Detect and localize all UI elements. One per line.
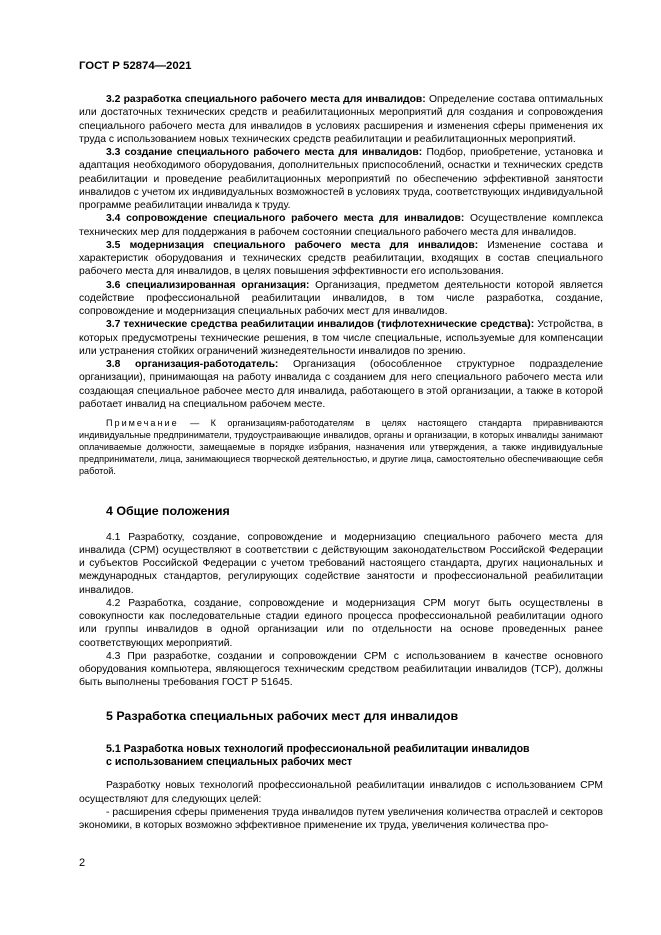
definition-term: 3.2 разработка специального рабочего места для инвалидов: [106, 94, 426, 105]
definition-term: 3.3 создание специального рабочего места для инвалидов: [106, 147, 423, 158]
section-5-title: 5 Разработка специальных рабочих мест для инвалидов [106, 708, 459, 723]
definition-term: 3.8 организация-работодатель: [106, 359, 279, 370]
definition-text: Устройства, в которых предусмотрены технические решения, в том числе специальные, используемые для компенсации или устранения стойких ограничений жизнедеятельности инвалидов по зрению. [79, 319, 603, 357]
paragraph-4-2: 4.2 Разработка, создание, сопровождение и модернизация СРМ могут быть осуществлены в совокупности как последовательные стадии единого процесса профессиональной реабилитации одного или группы инвалидов в одной организации или по отдельности на основе проведенных ранее соответствующих мероприятий. [79, 597, 603, 649]
definition-text: Осуществление комплекса технических мер для поддержания в рабочем состоянии специального рабочего места для инвалидов. [79, 213, 603, 238]
note-label: Примечание [106, 418, 179, 428]
definition-3-5 [79, 239, 603, 279]
document-header: ГОСТ Р 52874—2021 [79, 60, 192, 72]
subsection-title-line2: с использованием специальных рабочих мест [106, 756, 353, 769]
definition-3-3 [79, 146, 603, 212]
definition-text: Подбор, приобретение, установка и адаптация необходимого оборудования, дополнительных приспособлений, оснастки и технических средств реабилитации и проведение реабилитационных мероприятий по обеспечению эффективной занятости инвалидов с учетом их индивидуальных возможностей в условиях труда, соответствующих индивидуальной программе реабилитации инвалида к труду. [79, 147, 603, 211]
definition-text: Определение состава оптимальных или достаточных технических средств и реабилитационных мероприятий для создания и сопровождения специального рабочего места для инвалидов в условиях расширения и изменения сферы применения их труда с использованием новых технических средств реабилитации и реабилитационных мероприятий. [79, 94, 604, 145]
definition-3-6 [79, 279, 603, 319]
note-text: — К организациям-работодателям в целях настоящего стандарта приравниваются индивидуальные предприниматели, трудоустраивающие инвалидов, органы и организации, в которых инвалиды занимают оплачиваемые должности, замещаемые в порядке избрания, назначения или утверждения, а также индивидуальные предприниматели, лица, занимающиеся творческой деятельностью, и другие лица, самостоятельно обеспечивающие себя работой. [79, 418, 603, 477]
page-number: 2 [79, 857, 86, 869]
definition-text: Изменение состава и характеристик оборудования и технических средств реабилитации, входящих в состав специального рабочего места для инвалидов, в целях повышения эффективности его использования. [79, 239, 603, 278]
paragraph-4-3: 4.3 При разработке, создании и сопровождении СРМ с использованием в качестве основного оборудования компьютера, являющегося техническим средством реабилитации инвалидов (ТСР), должны быть выполнены требования ГОСТ Р 51645. [79, 650, 603, 689]
definition-term: 3.4 сопровождение специального рабочего места для инвалидов: [106, 213, 465, 225]
paragraph-5-1-item: - расширения сферы применения труда инвалидов путем увеличения количества отраслей и секторов экономики, в которых возможно эффективное применение их труда, увеличения количества про- [79, 806, 603, 832]
subsection-5-1-title [79, 743, 603, 770]
definition-text: Организация, предметом деятельности которой является содействие профессиональной реабилитации инвалидов, в том числе разработка, создание, сопровождение и модернизация специальных рабочих мест для инвалидов. [79, 279, 604, 317]
definition-3-2 [79, 93, 603, 146]
subsection-title-line1: 5.1 Разработка новых технологий профессиональной реабилитации инвалидов [106, 742, 530, 755]
definition-text: Организация (обособленное структурное подразделение организации), принимающая на работу инвалида с созданием для него специального рабочего места или создающая специальное рабочее место для инвалида, работающего в этой организации, а также в которой работает инвалид на специальном рабочем месте. [79, 359, 603, 410]
definition-3-8 [79, 358, 603, 411]
paragraph-4-1: 4.1 Разработку, создание, сопровождение и модернизацию специального рабочего места для инвалида (СРМ) осуществляют в соответствии с действующим законодательством Российской Федерации и субъектов Российской Федерации с учетом требований настоящего стандарта, других национальных и международных стандартов, регулирующих содействие занятости и профессиональной реабилитации инвалидов. [79, 531, 603, 596]
section-4-title: 4 Общие положения [106, 504, 230, 519]
definition-3-7 [79, 318, 603, 358]
definition-term: 3.6 специализированная организация: [106, 279, 310, 291]
page-content [79, 93, 603, 832]
note [79, 417, 603, 477]
paragraph-5-1-intro: Разработку новых технологий профессиональной реабилитации инвалидов с использованием СРМ осуществляют для следующих целей: [79, 780, 603, 805]
definition-term: 3.5 модернизация специального рабочего места для инвалидов: [106, 239, 479, 251]
definition-term: 3.7 технические средства реабилитации инвалидов (тифлотехнические средства): [106, 319, 535, 331]
definition-3-4 [79, 212, 603, 239]
